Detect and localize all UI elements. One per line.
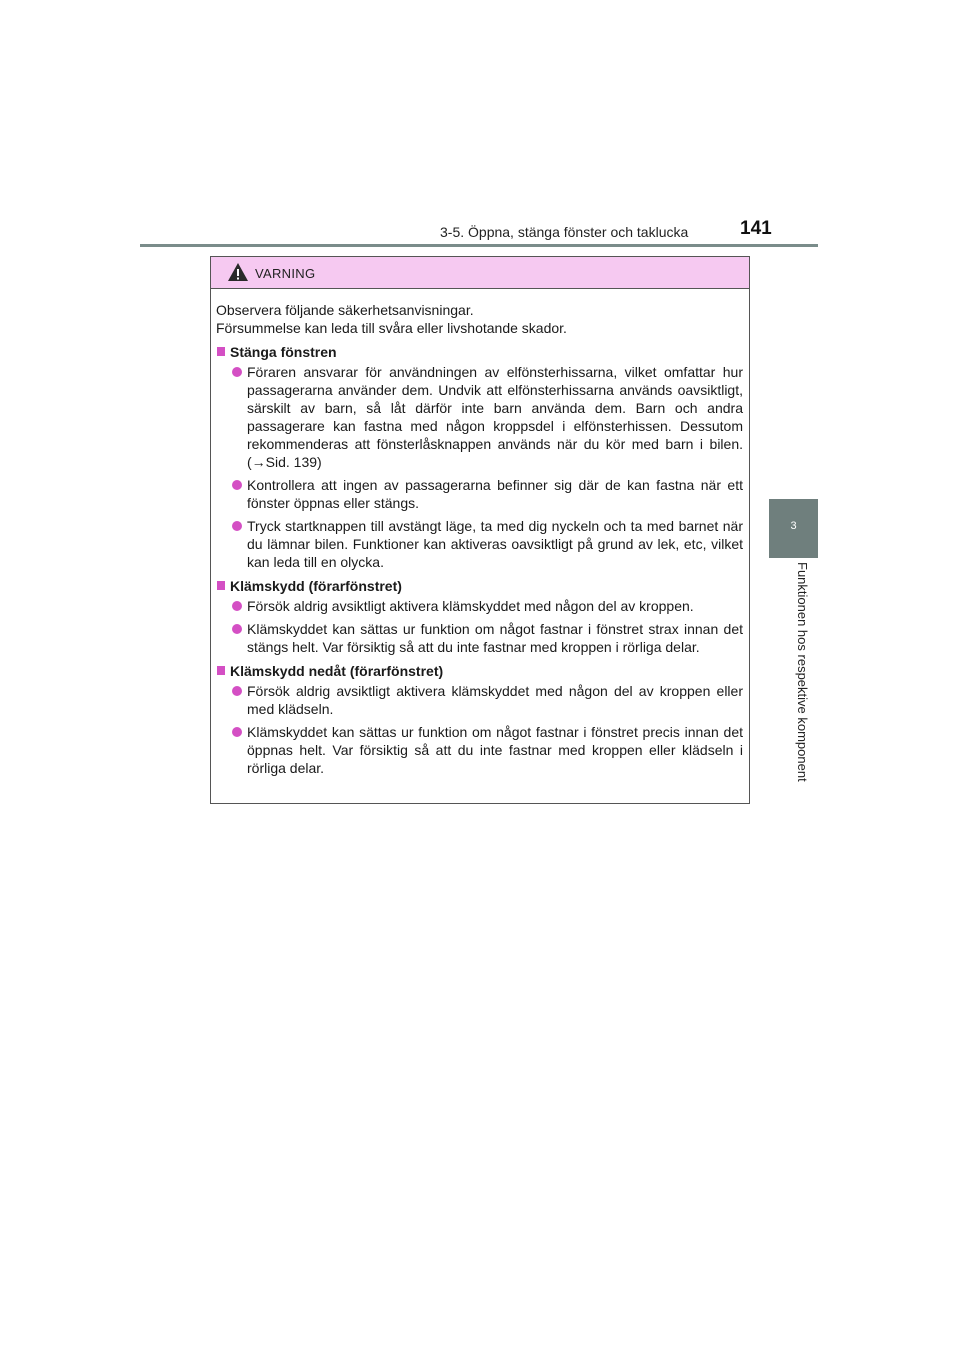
chapter-side-text: Funktionen hos respektive komponent — [795, 562, 810, 782]
list-item — [216, 620, 744, 656]
bullet-dot-icon — [232, 601, 242, 611]
section-square-icon — [217, 581, 225, 590]
list-item — [216, 517, 744, 571]
bullet-dot-icon — [232, 521, 242, 531]
chapter-number: 3 — [790, 520, 797, 532]
bullet-dot-icon — [232, 480, 242, 490]
list-item-text: Föraren ansvarar för användningen av elfönsterhissarna, vilket omfattar hur passagerarna använder dem. Undvik att elfönsterhissarna används oavsiktligt, särskilt av barn, så låt därför inte barn använda dem. Barn och andra passagerare kan fastna med någon kroppsdel i elfönsterhissen. Dessutom rekommenderas att fönsterlåsknappen används när du kör med barn i bilen. (→Sid. 139) — [247, 364, 743, 470]
section-title — [216, 577, 744, 595]
list-item — [216, 723, 744, 777]
section-title — [216, 343, 744, 361]
warning-header — [211, 257, 749, 289]
intro-line: Försummelse kan leda till svåra eller livshotande skador. — [216, 320, 567, 336]
section-square-icon — [217, 347, 225, 356]
list-item — [216, 363, 744, 471]
list-item-text: Kontrollera att ingen av passagerarna befinner sig där de kan fastna när ett fönster öppnas eller stängs. — [247, 477, 743, 511]
page-header-title: 3-5. Öppna, stänga fönster och taklucka — [440, 224, 689, 240]
bullet-dot-icon — [232, 367, 242, 377]
list-item-text: Tryck startknappen till avstängt läge, ta med dig nyckeln och ta med barnet när du lämnar bilen. Funktioner kan aktiveras oavsiktligt på grund av lek, etc, vilket kan leda till en olycka. — [247, 518, 743, 570]
intro-line: Observera följande säkerhetsanvisningar. — [216, 302, 474, 318]
bullet-dot-icon — [232, 727, 242, 737]
warning-body — [211, 289, 749, 777]
warning-box — [210, 256, 750, 804]
list-item-text: Försök aldrig avsiktligt aktivera klämskyddet med någon del av kroppen eller med klädseln. — [247, 683, 743, 717]
list-item — [216, 682, 744, 718]
bullet-dot-icon — [232, 624, 242, 634]
section-title-text: Klämskydd nedåt (förarfönstret) — [230, 663, 444, 679]
list-item-text: Klämskyddet kan sättas ur funktion om något fastnar i fönstret strax innan det stängs helt. Var försiktig så att du inte fastnar med kroppen i rörliga delar. — [247, 621, 743, 655]
section-title-text: Klämskydd (förarfönstret) — [230, 578, 402, 594]
list-item — [216, 597, 744, 615]
header-rule — [140, 244, 818, 247]
warning-triangle-icon — [227, 262, 249, 282]
section-square-icon — [217, 666, 225, 675]
page-number: 141 — [740, 218, 772, 239]
section-title-text: Stänga fönstren — [230, 344, 337, 360]
bullet-dot-icon — [232, 686, 242, 696]
list-item — [216, 476, 744, 512]
warning-label: VARNING — [255, 266, 316, 281]
section-title — [216, 662, 744, 680]
list-item-text: Försök aldrig avsiktligt aktivera klämskyddet med någon del av kroppen. — [247, 598, 694, 614]
list-item-text: Klämskyddet kan sättas ur funktion om något fastnar i fönstret precis innan det öppnas helt. Var försiktig så att du inte fastnar med kroppen eller klädseln i rörliga delar. — [247, 724, 743, 776]
chapter-side-tab — [769, 499, 818, 558]
